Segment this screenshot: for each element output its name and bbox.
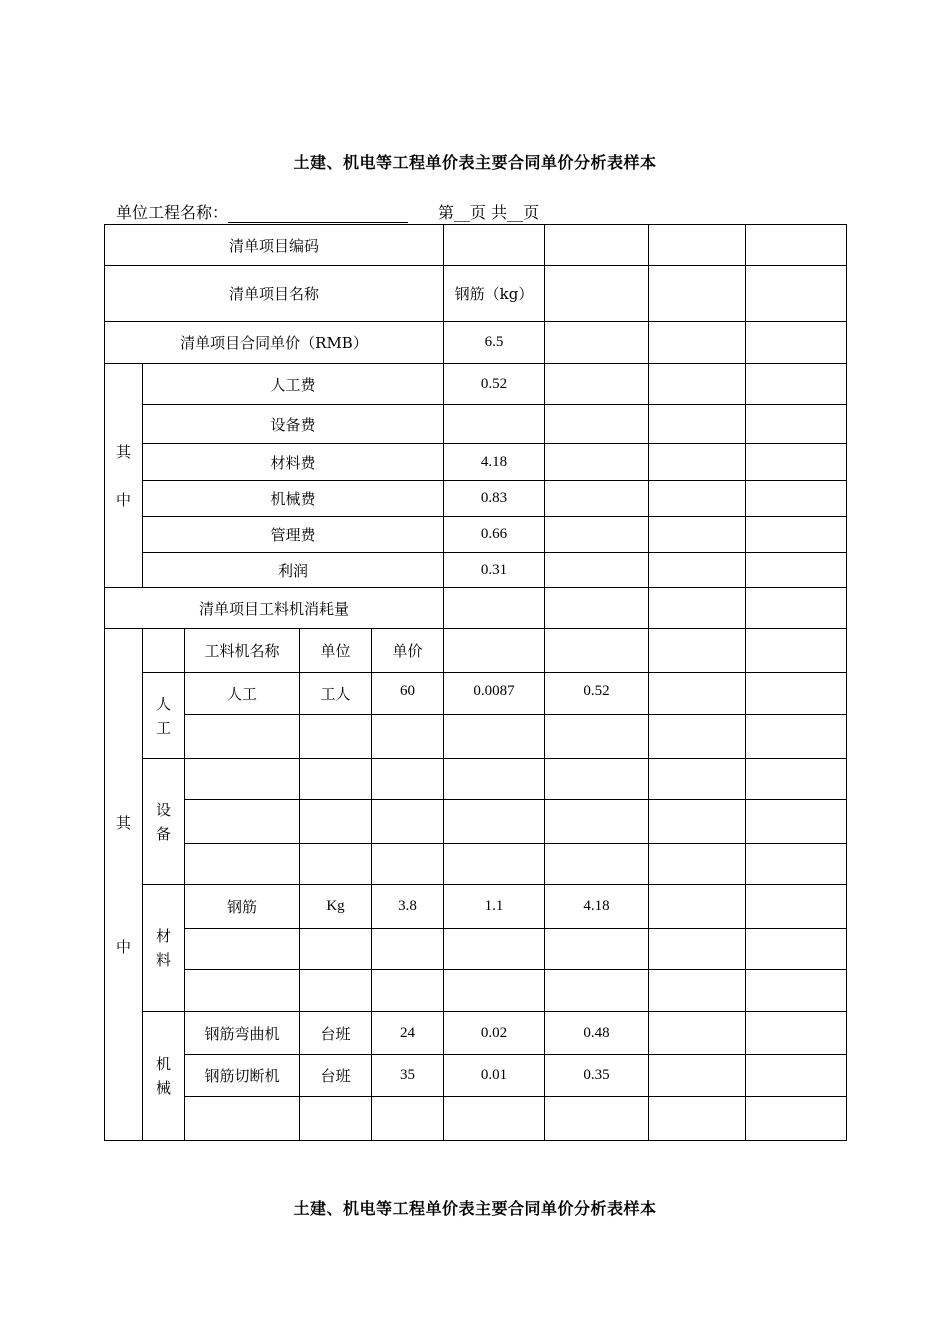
- table-row: [105, 322, 847, 364]
- table-row: [105, 885, 847, 929]
- table-cell[interactable]: [649, 715, 746, 759]
- labor-fee-label: 人工费: [143, 364, 444, 405]
- table-cell[interactable]: [649, 970, 746, 1012]
- machine-item-2-qty: 0.01: [444, 1055, 545, 1097]
- table-cell[interactable]: [545, 481, 649, 517]
- management-fee-value: 0.66: [444, 517, 545, 553]
- table-cell[interactable]: [372, 970, 444, 1012]
- table-row: [105, 266, 847, 322]
- table-cell[interactable]: [746, 1055, 847, 1097]
- table-row: [105, 715, 847, 759]
- qizhong-label: [105, 364, 143, 588]
- consumption-label: 清单项目工料机消耗量: [105, 588, 444, 629]
- equipment-group-label: 设 备: [143, 759, 185, 885]
- table-cell[interactable]: [746, 588, 847, 629]
- table-row: [105, 405, 847, 444]
- table-row: [105, 970, 847, 1012]
- table-row: [105, 1055, 847, 1097]
- table-cell[interactable]: [649, 800, 746, 844]
- machine-item-2-amount: 0.35: [545, 1055, 649, 1097]
- table-cell[interactable]: [372, 715, 444, 759]
- table-cell[interactable]: [649, 553, 746, 588]
- table-cell[interactable]: [746, 929, 847, 970]
- machine-item-1-amount: 0.48: [545, 1012, 649, 1055]
- table-row: [105, 800, 847, 844]
- profit-value: 0.31: [444, 553, 545, 588]
- table-cell[interactable]: [185, 844, 300, 885]
- table-cell[interactable]: [746, 405, 847, 444]
- table-cell[interactable]: [300, 715, 372, 759]
- machine-item-1-qty: 0.02: [444, 1012, 545, 1055]
- qizhong-char-2: 中: [115, 490, 131, 509]
- document-title: 土建、机电等工程单价表主要合同单价分析表样本: [293, 153, 657, 172]
- table-row: [105, 929, 847, 970]
- table-cell[interactable]: [649, 225, 746, 266]
- table-cell[interactable]: [746, 266, 847, 322]
- table-cell[interactable]: [372, 759, 444, 800]
- table-row: [105, 629, 847, 673]
- table-cell[interactable]: [300, 1097, 372, 1141]
- machine-item-1-unit: 台班: [300, 1012, 372, 1055]
- table-cell[interactable]: [746, 673, 847, 715]
- table-row: [105, 1097, 847, 1141]
- table-cell[interactable]: [649, 1055, 746, 1097]
- table-cell[interactable]: [649, 759, 746, 800]
- table-cell[interactable]: [444, 970, 545, 1012]
- table-cell[interactable]: [746, 629, 847, 673]
- table-cell[interactable]: [545, 225, 649, 266]
- page-info: 第__页 共__页: [438, 203, 540, 222]
- table-cell[interactable]: [545, 405, 649, 444]
- table-cell[interactable]: [545, 929, 649, 970]
- table-cell[interactable]: [444, 844, 545, 885]
- table-cell[interactable]: [649, 588, 746, 629]
- labor-item-amount: 0.52: [545, 673, 649, 715]
- breakdown-zhong-char: 中: [115, 937, 131, 956]
- labor-fee-value: 0.52: [444, 364, 545, 405]
- material-item-unit: Kg: [300, 885, 372, 929]
- breakdown-qizhong-label: [105, 629, 143, 1141]
- table-cell[interactable]: [649, 1012, 746, 1055]
- labor-item-unit: 工人: [300, 673, 372, 715]
- table-cell[interactable]: [545, 844, 649, 885]
- material-item-name: 钢筋: [185, 885, 300, 929]
- table-cell[interactable]: [444, 1097, 545, 1141]
- table-cell[interactable]: [746, 553, 847, 588]
- table-row: [105, 517, 847, 553]
- table-cell[interactable]: [545, 517, 649, 553]
- table-cell[interactable]: [545, 266, 649, 322]
- table-cell[interactable]: [444, 715, 545, 759]
- machine-fee-label: 机械费: [143, 481, 444, 517]
- management-fee-label: 管理费: [143, 517, 444, 553]
- table-cell[interactable]: [746, 844, 847, 885]
- table-cell[interactable]: [649, 481, 746, 517]
- table-cell[interactable]: [372, 844, 444, 885]
- material-item-amount: 4.18: [545, 885, 649, 929]
- material-fee-value: 4.18: [444, 444, 545, 481]
- table-cell[interactable]: [746, 444, 847, 481]
- table-cell[interactable]: [746, 1012, 847, 1055]
- labor-item-name: 人工: [185, 673, 300, 715]
- table-cell[interactable]: [545, 588, 649, 629]
- table-cell[interactable]: [444, 405, 545, 444]
- equipment-fee-label: 设备费: [143, 405, 444, 444]
- table-row: [105, 844, 847, 885]
- table-row: [105, 481, 847, 517]
- table-cell[interactable]: [545, 444, 649, 481]
- machine-item-2-unit: 台班: [300, 1055, 372, 1097]
- table-cell[interactable]: [185, 970, 300, 1012]
- table-cell[interactable]: [649, 673, 746, 715]
- table-cell[interactable]: [649, 1097, 746, 1141]
- table-cell[interactable]: [649, 885, 746, 929]
- item-name-label: 清单项目名称: [105, 266, 444, 322]
- table-cell[interactable]: [372, 800, 444, 844]
- table-meta-line: [116, 200, 539, 223]
- col-header-unit: 单位: [300, 629, 372, 673]
- table-cell[interactable]: [746, 225, 847, 266]
- table-cell[interactable]: [545, 759, 649, 800]
- table-cell[interactable]: [746, 481, 847, 517]
- table-cell[interactable]: [649, 322, 746, 364]
- machine-group-label: 机 械: [143, 1012, 185, 1141]
- table-cell[interactable]: [649, 629, 746, 673]
- table-cell[interactable]: [444, 225, 545, 266]
- table-row: [105, 673, 847, 715]
- table-cell[interactable]: [746, 885, 847, 929]
- labor-item-qty: 0.0087: [444, 673, 545, 715]
- item-price-value: 6.5: [444, 322, 545, 364]
- machine-item-2-price: 35: [372, 1055, 444, 1097]
- table-cell[interactable]: [746, 970, 847, 1012]
- table-cell[interactable]: [185, 800, 300, 844]
- material-item-qty: 1.1: [444, 885, 545, 929]
- table-cell[interactable]: [649, 444, 746, 481]
- table-row: [105, 1012, 847, 1055]
- document-title-repeat: 土建、机电等工程单价表主要合同单价分析表样本: [293, 1199, 657, 1218]
- qizhong-char-1: 其: [115, 442, 131, 461]
- table-row: [105, 588, 847, 629]
- table-cell[interactable]: [185, 759, 300, 800]
- item-name-value: 钢筋（kg）: [444, 266, 545, 322]
- table-cell[interactable]: [300, 970, 372, 1012]
- table-cell[interactable]: [545, 1097, 649, 1141]
- profit-label: 利润: [143, 553, 444, 588]
- machine-item-2-name: 钢筋切断机: [185, 1055, 300, 1097]
- table-row: [105, 364, 847, 405]
- unit-project-name-blank[interactable]: [228, 206, 408, 223]
- table-cell[interactable]: [545, 970, 649, 1012]
- machine-item-1-price: 24: [372, 1012, 444, 1055]
- table-cell[interactable]: [746, 715, 847, 759]
- table-row: [105, 759, 847, 800]
- table-cell[interactable]: [649, 929, 746, 970]
- material-fee-label: 材料费: [143, 444, 444, 481]
- machine-fee-value: 0.83: [444, 481, 545, 517]
- table-cell[interactable]: [746, 800, 847, 844]
- table-cell[interactable]: [444, 800, 545, 844]
- table-cell[interactable]: [545, 553, 649, 588]
- table-cell[interactable]: [185, 929, 300, 970]
- table-cell[interactable]: [545, 364, 649, 405]
- material-group-label: 材 料: [143, 885, 185, 1012]
- table-cell[interactable]: [444, 588, 545, 629]
- table-cell[interactable]: [444, 759, 545, 800]
- table-cell[interactable]: [300, 759, 372, 800]
- labor-item-price: 60: [372, 673, 444, 715]
- table-cell[interactable]: [649, 844, 746, 885]
- table-cell[interactable]: [649, 266, 746, 322]
- table-cell[interactable]: [545, 629, 649, 673]
- table-cell[interactable]: [545, 322, 649, 364]
- item-price-label: 清单项目合同单价（RMB）: [105, 322, 444, 364]
- table-cell[interactable]: [300, 929, 372, 970]
- table-row: [105, 444, 847, 481]
- table-cell[interactable]: [185, 715, 300, 759]
- col-header-name: 工料机名称: [185, 629, 300, 673]
- table-cell[interactable]: [372, 1097, 444, 1141]
- table-cell[interactable]: [300, 844, 372, 885]
- material-item-price: 3.8: [372, 885, 444, 929]
- table-cell[interactable]: [746, 1097, 847, 1141]
- table-cell[interactable]: [746, 759, 847, 800]
- table-cell[interactable]: [746, 322, 847, 364]
- table-row: [105, 553, 847, 588]
- table-cell[interactable]: [649, 405, 746, 444]
- labor-group-label: 人 工: [143, 673, 185, 759]
- breakdown-qi-char: 其: [115, 813, 131, 832]
- table-cell[interactable]: [746, 364, 847, 405]
- item-code-label: 清单项目编码: [105, 225, 444, 266]
- unit-price-analysis-table: [104, 224, 847, 1141]
- col-header-price: 单价: [372, 629, 444, 673]
- table-row: [105, 225, 847, 266]
- table-cell: [143, 629, 185, 673]
- table-cell[interactable]: [649, 517, 746, 553]
- table-cell[interactable]: [300, 800, 372, 844]
- table-cell[interactable]: [372, 929, 444, 970]
- machine-item-1-name: 钢筋弯曲机: [185, 1012, 300, 1055]
- table-cell[interactable]: [649, 364, 746, 405]
- table-cell[interactable]: [185, 1097, 300, 1141]
- table-cell[interactable]: [545, 800, 649, 844]
- table-cell[interactable]: [444, 929, 545, 970]
- table-cell[interactable]: [444, 629, 545, 673]
- unit-project-label: 单位工程名称：: [116, 203, 229, 222]
- table-cell[interactable]: [746, 517, 847, 553]
- table-cell[interactable]: [545, 715, 649, 759]
